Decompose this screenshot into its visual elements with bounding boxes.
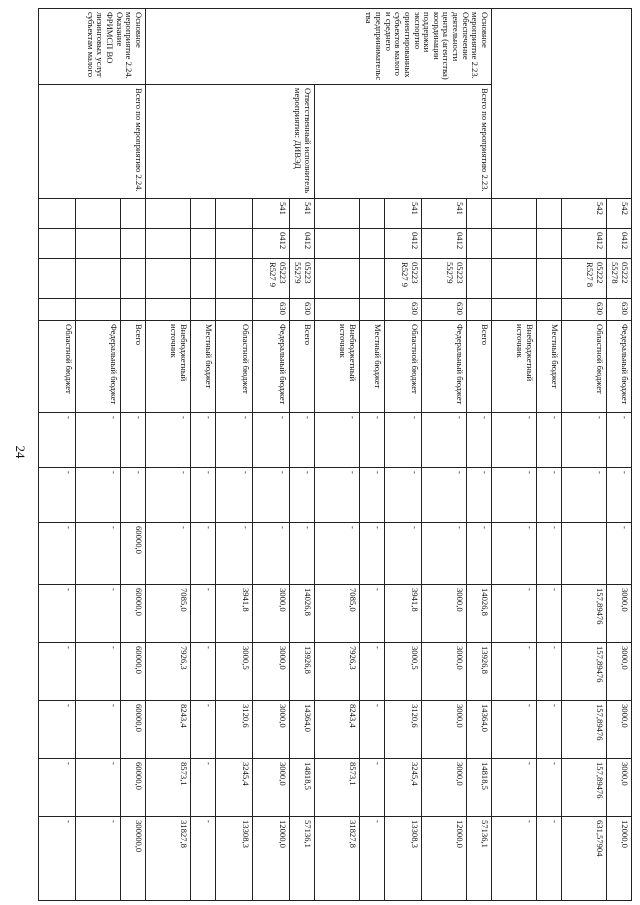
value-cell: 60000,0 bbox=[121, 585, 146, 643]
value-cell: - bbox=[360, 585, 385, 643]
value-cell: - bbox=[537, 643, 562, 701]
value-cell: 57136,1 bbox=[290, 817, 315, 901]
value-cell: - bbox=[76, 468, 121, 523]
value-cell: 157,89476 bbox=[562, 585, 607, 643]
vr-cell: 630 bbox=[385, 299, 422, 321]
value-cell: - bbox=[76, 759, 121, 817]
table-row bbox=[290, 9, 315, 901]
funding-source-cell: Внебюджетный источник bbox=[492, 321, 537, 413]
grbs-cell: 541 bbox=[290, 199, 315, 229]
grbs-cell bbox=[492, 199, 537, 229]
vr-cell bbox=[492, 299, 537, 321]
rzpr-cell bbox=[492, 229, 537, 259]
value-cell: - bbox=[562, 468, 607, 523]
table-row bbox=[121, 9, 146, 901]
value-cell: 8573,1 bbox=[315, 759, 360, 817]
value-cell: 7085,0 bbox=[315, 585, 360, 643]
value-cell: - bbox=[253, 523, 290, 585]
value-cell: 3941,8 bbox=[385, 585, 422, 643]
value-cell: - bbox=[492, 759, 537, 817]
csr-cell bbox=[121, 259, 146, 299]
program-blank-cell bbox=[492, 9, 632, 199]
value-cell: 3120,6 bbox=[385, 701, 422, 759]
value-cell: - bbox=[492, 413, 537, 468]
value-cell: - bbox=[422, 413, 467, 468]
csr-cell bbox=[492, 259, 537, 299]
value-cell: 3120,6 bbox=[216, 701, 253, 759]
value-cell: 3245,4 bbox=[385, 759, 422, 817]
value-cell: 3245,4 bbox=[216, 759, 253, 817]
value-cell: - bbox=[360, 413, 385, 468]
value-cell: - bbox=[492, 585, 537, 643]
value-cell: - bbox=[76, 643, 121, 701]
value-cell: - bbox=[607, 468, 632, 523]
rotated-table-wrapper bbox=[64, 8, 632, 900]
csr-cell: 05222 R527 8 bbox=[562, 259, 607, 299]
rzpr-cell: 0412 bbox=[607, 229, 632, 259]
value-cell: - bbox=[216, 468, 253, 523]
vr-cell: 630 bbox=[290, 299, 315, 321]
csr-cell bbox=[467, 259, 492, 299]
value-cell: 8243,4 bbox=[146, 701, 191, 759]
value-cell: 157,89476 bbox=[562, 759, 607, 817]
value-cell: - bbox=[537, 817, 562, 901]
value-cell: 300000,0 bbox=[121, 817, 146, 901]
activity-name-cell: Основное мероприятие 2.24. Оказание ФРИМСП ВО лизинговых услуг субъектам малого bbox=[39, 9, 146, 85]
value-cell: - bbox=[146, 468, 191, 523]
value-cell: - bbox=[39, 523, 76, 585]
csr-cell: 05223 55279 bbox=[422, 259, 467, 299]
value-cell: 12000,0 bbox=[607, 817, 632, 901]
value-cell: - bbox=[607, 523, 632, 585]
value-cell: - bbox=[467, 413, 492, 468]
value-cell: 3000,0 bbox=[607, 701, 632, 759]
funding-source-cell: Федеральный бюджет bbox=[76, 321, 121, 413]
value-cell: - bbox=[39, 413, 76, 468]
rzpr-cell bbox=[360, 229, 385, 259]
funding-source-cell: Областной бюджет bbox=[562, 321, 607, 413]
value-cell: 60000,0 bbox=[121, 643, 146, 701]
value-cell: 3000,0 bbox=[253, 643, 290, 701]
value-cell: - bbox=[121, 468, 146, 523]
value-cell: - bbox=[315, 413, 360, 468]
csr-cell bbox=[216, 259, 253, 299]
value-cell: - bbox=[216, 523, 253, 585]
grbs-cell: 541 bbox=[385, 199, 422, 229]
value-cell: - bbox=[492, 643, 537, 701]
funding-source-cell: Областной бюджет bbox=[385, 321, 422, 413]
funding-source-cell: Всего bbox=[467, 321, 492, 413]
value-cell: 14818,5 bbox=[467, 759, 492, 817]
value-cell: 60000,0 bbox=[121, 523, 146, 585]
value-cell: - bbox=[290, 413, 315, 468]
value-cell: - bbox=[39, 643, 76, 701]
rzpr-cell: 0412 bbox=[562, 229, 607, 259]
value-cell: 3000,0 bbox=[422, 701, 467, 759]
activity-name-cell: Основное мероприятие 2.23. Обеспечение деятельности центра (агентства) координации поддержки экспортно ориентированных субъектов малого и среднего предпринимательства bbox=[146, 9, 492, 85]
value-cell: - bbox=[537, 413, 562, 468]
value-cell: - bbox=[76, 701, 121, 759]
rzpr-cell bbox=[121, 229, 146, 259]
vr-cell: 630 bbox=[562, 299, 607, 321]
rzpr-cell bbox=[537, 229, 562, 259]
value-cell: 13926,8 bbox=[290, 643, 315, 701]
responsible-cell: Ответственный исполнитель мероприятия: ДИВЭД bbox=[146, 85, 315, 199]
value-cell: - bbox=[191, 468, 216, 523]
rzpr-cell: 0412 bbox=[422, 229, 467, 259]
vr-cell: 630 bbox=[253, 299, 290, 321]
value-cell: - bbox=[360, 523, 385, 585]
value-cell: 31827,8 bbox=[146, 817, 191, 901]
value-cell: - bbox=[492, 701, 537, 759]
value-cell: - bbox=[253, 468, 290, 523]
value-cell: 7926,3 bbox=[146, 643, 191, 701]
table-row bbox=[607, 9, 632, 901]
value-cell: - bbox=[191, 701, 216, 759]
grbs-cell bbox=[191, 199, 216, 229]
value-cell: - bbox=[191, 643, 216, 701]
vr-cell bbox=[315, 299, 360, 321]
csr-cell bbox=[360, 259, 385, 299]
value-cell: 7926,3 bbox=[315, 643, 360, 701]
value-cell: - bbox=[146, 413, 191, 468]
value-cell: - bbox=[360, 817, 385, 901]
csr-cell: 05223 R527 9 bbox=[253, 259, 290, 299]
value-cell: - bbox=[360, 468, 385, 523]
table-row bbox=[467, 9, 492, 901]
rzpr-cell bbox=[191, 229, 216, 259]
value-cell: - bbox=[492, 817, 537, 901]
grbs-cell bbox=[360, 199, 385, 229]
value-cell: - bbox=[360, 643, 385, 701]
csr-cell: 05223 55279 bbox=[290, 259, 315, 299]
grbs-cell bbox=[121, 199, 146, 229]
csr-cell: 05222 55278 bbox=[607, 259, 632, 299]
value-cell: - bbox=[385, 413, 422, 468]
value-cell: - bbox=[467, 468, 492, 523]
rzpr-cell bbox=[146, 229, 191, 259]
value-cell: - bbox=[191, 523, 216, 585]
value-cell: 3000,0 bbox=[422, 585, 467, 643]
funding-source-cell: Всего bbox=[121, 321, 146, 413]
value-cell: 31827,8 bbox=[315, 817, 360, 901]
value-cell: - bbox=[191, 413, 216, 468]
value-cell: - bbox=[39, 817, 76, 901]
responsible-cell: Всего по мероприятию 2.23. bbox=[315, 85, 492, 199]
value-cell: 13308,3 bbox=[385, 817, 422, 901]
value-cell: 3000,5 bbox=[216, 643, 253, 701]
rzpr-cell bbox=[76, 229, 121, 259]
value-cell: - bbox=[146, 523, 191, 585]
value-cell: - bbox=[191, 585, 216, 643]
responsible-cell: Всего по мероприятию 2.24. bbox=[39, 85, 146, 199]
funding-source-cell: Местный бюджет bbox=[191, 321, 216, 413]
funding-source-cell: Федеральный бюджет bbox=[253, 321, 290, 413]
value-cell: 14026,8 bbox=[467, 585, 492, 643]
value-cell: - bbox=[360, 701, 385, 759]
vr-cell bbox=[360, 299, 385, 321]
value-cell: 60000,0 bbox=[121, 759, 146, 817]
funding-source-cell: Местный бюджет bbox=[360, 321, 385, 413]
value-cell: - bbox=[537, 701, 562, 759]
value-cell: 12000,0 bbox=[253, 817, 290, 901]
grbs-cell bbox=[315, 199, 360, 229]
value-cell: - bbox=[39, 585, 76, 643]
vr-cell: 630 bbox=[422, 299, 467, 321]
value-cell: 12000,0 bbox=[422, 817, 467, 901]
value-cell: - bbox=[191, 759, 216, 817]
grbs-cell bbox=[467, 199, 492, 229]
vr-cell bbox=[76, 299, 121, 321]
value-cell: 3000,0 bbox=[253, 759, 290, 817]
value-cell: - bbox=[537, 523, 562, 585]
grbs-cell bbox=[76, 199, 121, 229]
rzpr-cell: 0412 bbox=[290, 229, 315, 259]
rzpr-cell bbox=[39, 229, 76, 259]
vr-cell bbox=[39, 299, 76, 321]
value-cell: 3000,0 bbox=[607, 643, 632, 701]
value-cell: - bbox=[290, 468, 315, 523]
value-cell: 14026,8 bbox=[290, 585, 315, 643]
csr-cell bbox=[146, 259, 191, 299]
grbs-cell: 541 bbox=[422, 199, 467, 229]
value-cell: 14818,5 bbox=[290, 759, 315, 817]
value-cell: - bbox=[76, 413, 121, 468]
value-cell: - bbox=[360, 759, 385, 817]
funding-source-cell: Местный бюджет bbox=[537, 321, 562, 413]
value-cell: 3941,8 bbox=[216, 585, 253, 643]
value-cell: 8573,1 bbox=[146, 759, 191, 817]
csr-cell bbox=[39, 259, 76, 299]
value-cell: - bbox=[191, 817, 216, 901]
grbs-cell bbox=[39, 199, 76, 229]
rzpr-cell: 0412 bbox=[253, 229, 290, 259]
value-cell: - bbox=[467, 523, 492, 585]
rzpr-cell bbox=[315, 229, 360, 259]
grbs-cell: 541 bbox=[253, 199, 290, 229]
value-cell: - bbox=[39, 759, 76, 817]
funding-source-cell: Внебюджетный источник bbox=[315, 321, 360, 413]
value-cell: 13308,3 bbox=[216, 817, 253, 901]
grbs-cell: 542 bbox=[562, 199, 607, 229]
value-cell: 7085,0 bbox=[146, 585, 191, 643]
value-cell: - bbox=[76, 523, 121, 585]
value-cell: - bbox=[492, 523, 537, 585]
csr-cell bbox=[191, 259, 216, 299]
value-cell: - bbox=[39, 468, 76, 523]
value-cell: - bbox=[76, 817, 121, 901]
value-cell: 3000,0 bbox=[607, 759, 632, 817]
value-cell bbox=[562, 523, 607, 585]
grbs-cell: 542 bbox=[607, 199, 632, 229]
value-cell: - bbox=[492, 468, 537, 523]
funding-source-cell: Внебюджетный источник bbox=[146, 321, 191, 413]
value-cell: - bbox=[315, 523, 360, 585]
csr-cell bbox=[315, 259, 360, 299]
csr-cell: 05223 R527 9 bbox=[385, 259, 422, 299]
value-cell: - bbox=[422, 523, 467, 585]
value-cell: 3000,0 bbox=[422, 759, 467, 817]
value-cell: 60000,0 bbox=[121, 701, 146, 759]
value-cell: - bbox=[76, 585, 121, 643]
grbs-cell bbox=[537, 199, 562, 229]
csr-cell bbox=[76, 259, 121, 299]
document-page bbox=[64, 8, 632, 900]
value-cell: 57136,1 bbox=[467, 817, 492, 901]
vr-cell bbox=[191, 299, 216, 321]
funding-source-cell: Всего bbox=[290, 321, 315, 413]
value-cell: - bbox=[385, 523, 422, 585]
funding-source-cell: Областной бюджет bbox=[39, 321, 76, 413]
vr-cell bbox=[146, 299, 191, 321]
vr-cell: 630 bbox=[607, 299, 632, 321]
value-cell: - bbox=[216, 413, 253, 468]
value-cell: 3000,5 bbox=[385, 643, 422, 701]
rzpr-cell bbox=[467, 229, 492, 259]
csr-cell bbox=[537, 259, 562, 299]
rzpr-cell bbox=[216, 229, 253, 259]
value-cell: 631,57904 bbox=[562, 817, 607, 901]
page-number: 24 bbox=[13, 445, 28, 459]
value-cell: - bbox=[39, 701, 76, 759]
value-cell: - bbox=[537, 585, 562, 643]
value-cell: 14364,0 bbox=[467, 701, 492, 759]
rzpr-cell: 0412 bbox=[385, 229, 422, 259]
vr-cell bbox=[467, 299, 492, 321]
value-cell: - bbox=[422, 468, 467, 523]
budget-table bbox=[38, 8, 632, 901]
value-cell: - bbox=[537, 468, 562, 523]
value-cell: - bbox=[537, 759, 562, 817]
grbs-cell bbox=[216, 199, 253, 229]
budget-table-body bbox=[39, 9, 632, 901]
value-cell: 8243,4 bbox=[315, 701, 360, 759]
value-cell: - bbox=[385, 468, 422, 523]
value-cell: 13926,8 bbox=[467, 643, 492, 701]
value-cell: 3000,0 bbox=[607, 585, 632, 643]
value-cell: - bbox=[290, 523, 315, 585]
value-cell: - bbox=[607, 413, 632, 468]
value-cell: 3000,0 bbox=[253, 585, 290, 643]
value-cell: - bbox=[315, 468, 360, 523]
vr-cell bbox=[537, 299, 562, 321]
value-cell: 157,89476 bbox=[562, 643, 607, 701]
value-cell: 3000,0 bbox=[422, 643, 467, 701]
funding-source-cell: Областной бюджет bbox=[216, 321, 253, 413]
vr-cell bbox=[121, 299, 146, 321]
value-cell: 3000,0 bbox=[253, 701, 290, 759]
value-cell: 157,89476 bbox=[562, 701, 607, 759]
grbs-cell bbox=[146, 199, 191, 229]
vr-cell bbox=[216, 299, 253, 321]
value-cell: - bbox=[121, 413, 146, 468]
funding-source-cell: Федеральный бюджет bbox=[607, 321, 632, 413]
funding-source-cell: Федеральный бюджет bbox=[422, 321, 467, 413]
value-cell: - bbox=[562, 413, 607, 468]
value-cell: 14364,0 bbox=[290, 701, 315, 759]
value-cell: - bbox=[253, 413, 290, 468]
page-number-area bbox=[0, 0, 40, 905]
